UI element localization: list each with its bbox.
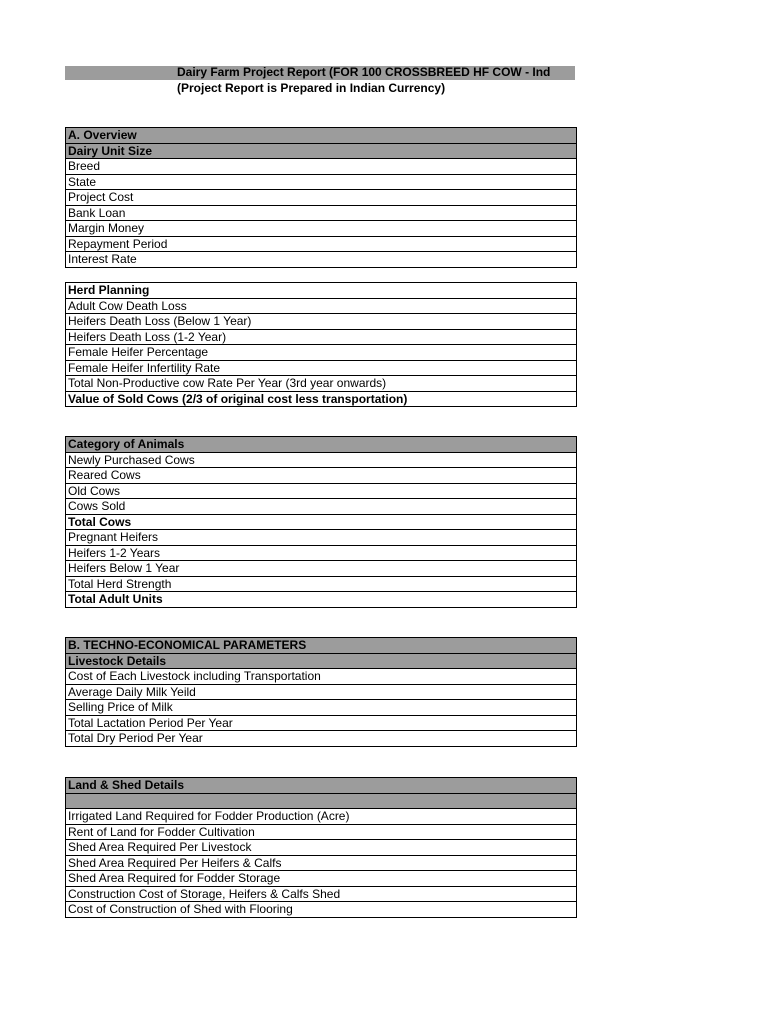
table-row[interactable]: Interest Rate: [66, 252, 576, 268]
table-row[interactable]: Heifers Below 1 Year: [66, 561, 576, 577]
table-row[interactable]: Reared Cows: [66, 468, 576, 484]
table-row[interactable]: Total Lactation Period Per Year: [66, 716, 576, 732]
table-row[interactable]: Construction Cost of Storage, Heifers & Calfs Shed: [66, 887, 576, 903]
overview-table: [65, 127, 577, 268]
category-of-animals-table: [65, 436, 577, 608]
table-row[interactable]: Irrigated Land Required for Fodder Production (Acre): [66, 809, 576, 825]
table-row[interactable]: Total Cows: [66, 515, 576, 531]
section-header-row[interactable]: Category of Animals: [66, 437, 576, 453]
table-row[interactable]: Bank Loan: [66, 206, 576, 222]
table-row[interactable]: Female Heifer Infertility Rate: [66, 361, 576, 377]
livestock-details-table: [65, 637, 577, 747]
section-header-row[interactable]: Land & Shed Details: [66, 778, 576, 794]
section-header-row[interactable]: A. Overview: [66, 128, 576, 144]
table-row[interactable]: State: [66, 175, 576, 191]
table-row[interactable]: Total Dry Period Per Year: [66, 731, 576, 747]
section-header-row[interactable]: Dairy Unit Size: [66, 144, 576, 160]
table-row[interactable]: Selling Price of Milk: [66, 700, 576, 716]
table-row[interactable]: Value of Sold Cows (2/3 of original cost less transportation): [66, 392, 576, 408]
table-row[interactable]: Female Heifer Percentage: [66, 345, 576, 361]
table-row[interactable]: Cost of Each Livestock including Transportation: [66, 669, 576, 685]
table-row[interactable]: Newly Purchased Cows: [66, 453, 576, 469]
table-row[interactable]: Cost of Construction of Shed with Flooring: [66, 902, 576, 918]
table-row[interactable]: Total Non-Productive cow Rate Per Year (3rd year onwards): [66, 376, 576, 392]
table-row[interactable]: Old Cows: [66, 484, 576, 500]
table-row[interactable]: Heifers Death Loss (Below 1 Year): [66, 314, 576, 330]
table-row[interactable]: Breed: [66, 159, 576, 175]
table-row[interactable]: Rent of Land for Fodder Cultivation: [66, 825, 576, 841]
section-header-row[interactable]: B. TECHNO-ECONOMICAL PARAMETERS: [66, 638, 576, 654]
table-row[interactable]: Project Cost: [66, 190, 576, 206]
table-row[interactable]: Cows Sold: [66, 499, 576, 515]
table-row[interactable]: Total Herd Strength: [66, 577, 576, 593]
table-row[interactable]: Adult Cow Death Loss: [66, 299, 576, 315]
table-row[interactable]: Shed Area Required Per Heifers & Calfs: [66, 856, 576, 872]
table-row[interactable]: Heifers 1-2 Years: [66, 546, 576, 562]
table-row[interactable]: Herd Planning: [66, 283, 576, 299]
report-subtitle: (Project Report is Prepared in Indian Currency): [177, 81, 446, 95]
table-row[interactable]: Pregnant Heifers: [66, 530, 576, 546]
table-row[interactable]: Shed Area Required Per Livestock: [66, 840, 576, 856]
table-row[interactable]: Total Adult Units: [66, 592, 576, 608]
report-title: Dairy Farm Project Report (FOR 100 CROSSBREED HF COW - Ind: [177, 65, 551, 79]
herd-planning-table: [65, 282, 577, 407]
table-row[interactable]: Average Daily Milk Yeild: [66, 685, 576, 701]
land-shed-details-table: [65, 777, 577, 918]
table-row[interactable]: Shed Area Required for Fodder Storage: [66, 871, 576, 887]
section-header-row[interactable]: Livestock Details: [66, 654, 576, 670]
table-row[interactable]: Repayment Period: [66, 237, 576, 253]
table-row[interactable]: Margin Money: [66, 221, 576, 237]
section-header-row[interactable]: [66, 794, 576, 810]
table-row[interactable]: Heifers Death Loss (1-2 Year): [66, 330, 576, 346]
